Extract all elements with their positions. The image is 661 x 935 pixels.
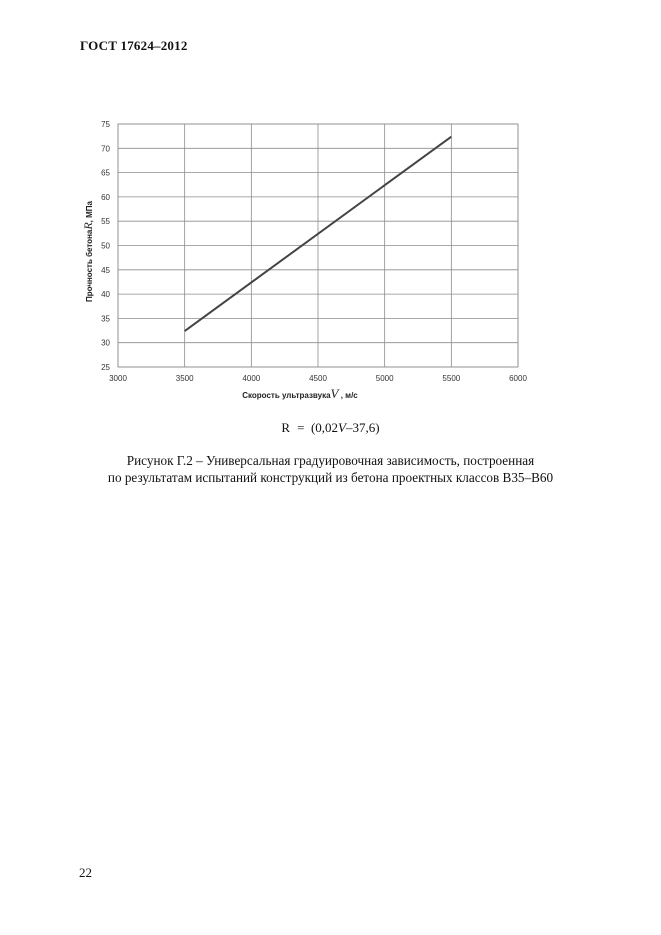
- y-tick-label: 30: [101, 338, 110, 348]
- tick-labels: [101, 120, 527, 383]
- y-tick-label: 50: [101, 241, 110, 251]
- x-tick-label: 4000: [242, 374, 261, 383]
- y-tick-label: 35: [101, 314, 110, 324]
- formula-var: V: [338, 420, 346, 435]
- x-tick-label: 5000: [375, 374, 394, 383]
- y-axis-label: Прочность бетонаR, МПа: [81, 200, 95, 303]
- x-tick-label: 5500: [442, 374, 461, 383]
- y-tick-label: 65: [101, 168, 110, 178]
- y-tick-label: 40: [101, 290, 110, 300]
- formula-rest: –37,6): [345, 420, 380, 435]
- y-tick-label: 55: [101, 217, 110, 227]
- y-tick-label: 75: [101, 120, 110, 129]
- axis-labels: [81, 200, 358, 401]
- x-tick-label: 6000: [509, 374, 527, 383]
- caption-line-1: Рисунок Г.2 – Универсальная градуировочная зависимость, построенная: [126, 453, 535, 468]
- page-number: 22: [79, 865, 92, 880]
- y-tick-label: 45: [101, 265, 110, 275]
- x-tick-label: 4500: [309, 374, 327, 383]
- calibration-chart: [80, 112, 540, 412]
- y-tick-label: 70: [101, 144, 110, 154]
- x-tick-label: 3500: [175, 374, 194, 383]
- grid-lines: [118, 124, 518, 367]
- x-axis-label: Скорость ультразвукаV , м/с: [242, 386, 358, 401]
- y-tick-label: 25: [101, 363, 110, 372]
- formula-lhs: R: [281, 420, 291, 435]
- x-tick-label: 3000: [109, 374, 127, 383]
- formula-eq: =: [297, 420, 305, 435]
- caption-line-2: по результатам испытаний конструкций из бетона проектных классов В35–В60: [107, 470, 554, 485]
- regression-formula: [0, 420, 661, 436]
- y-tick-label: 60: [101, 192, 110, 202]
- figure-caption: [0, 452, 661, 486]
- formula-rhs: (0,02: [310, 420, 339, 435]
- document-header: ГОСТ 17624–2012: [80, 38, 188, 53]
